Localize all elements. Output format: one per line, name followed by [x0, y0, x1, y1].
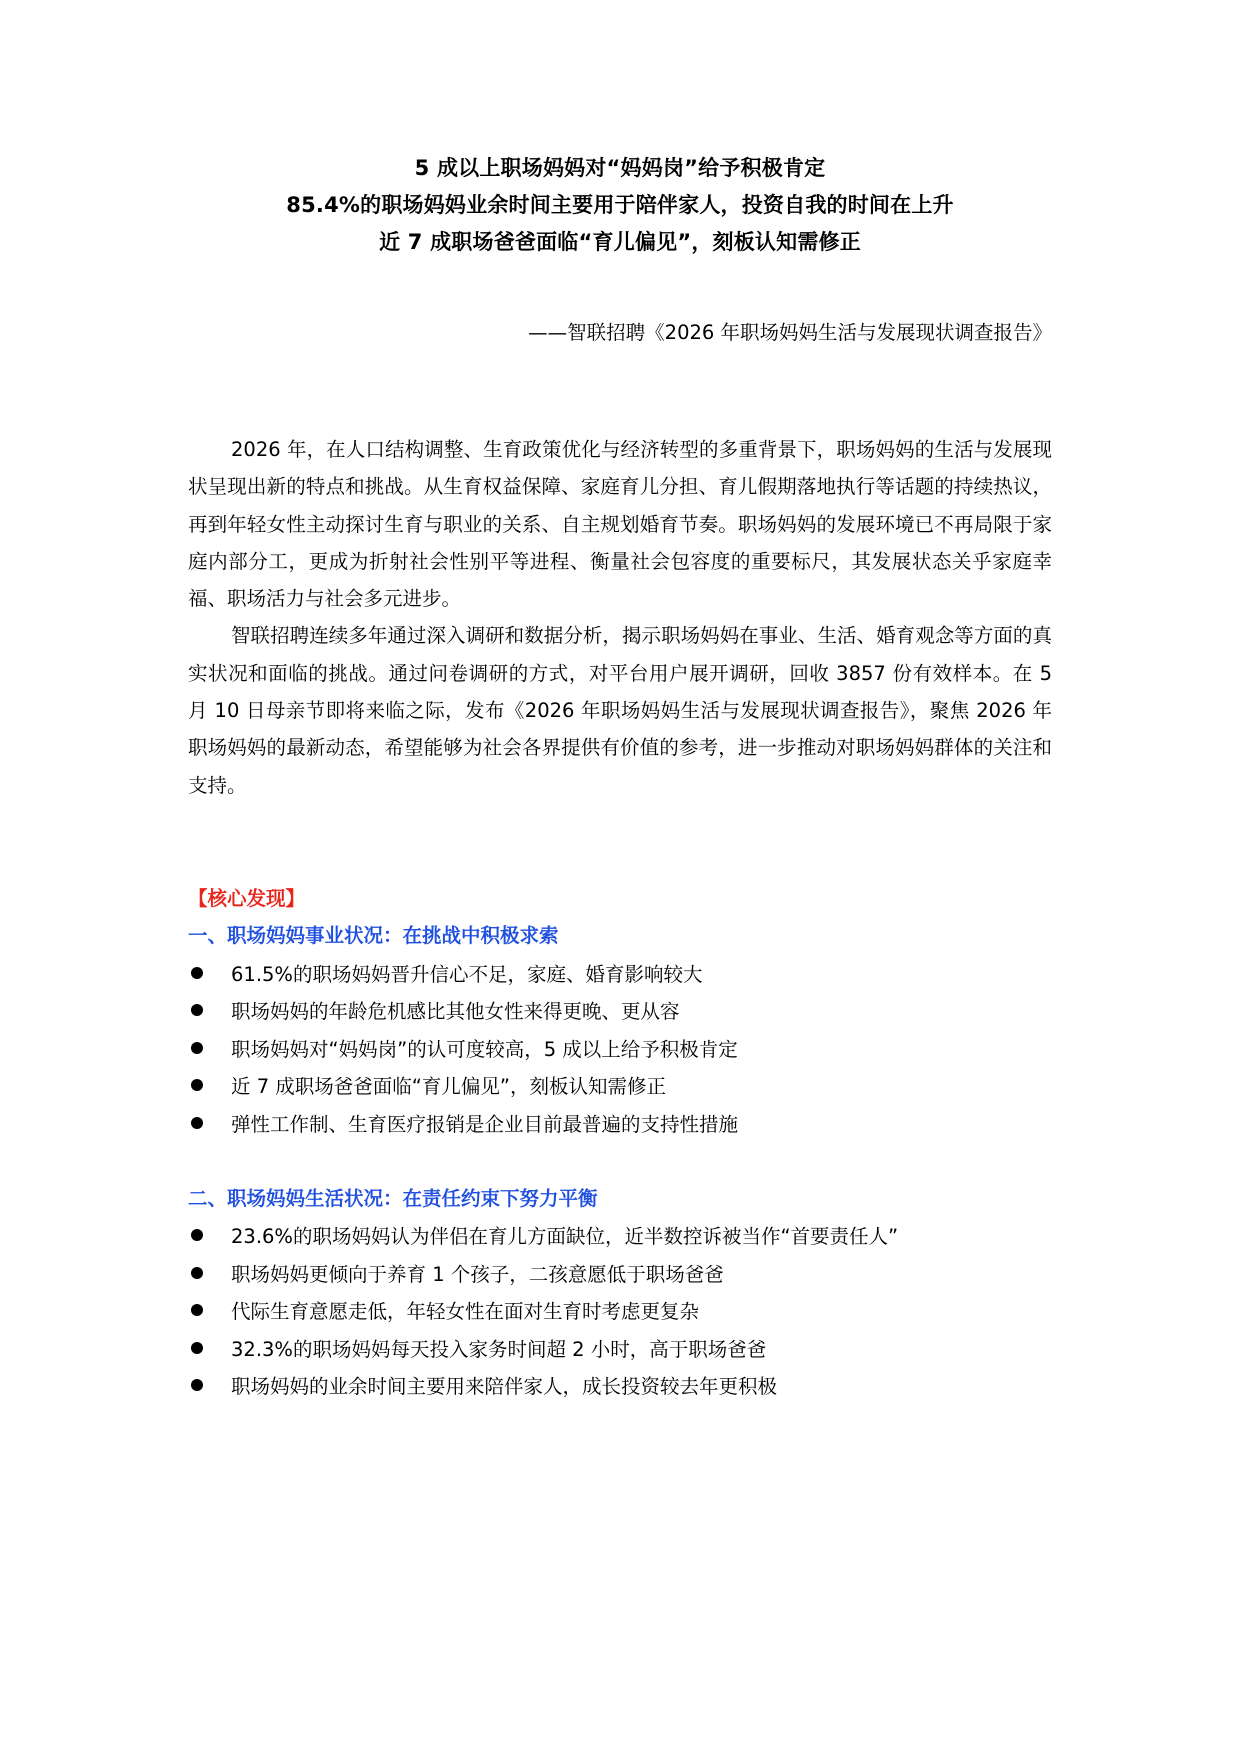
life-section-heading: 二、职场妈妈生活状况：在责任约束下努力平衡: [188, 1186, 598, 1210]
section-spacer: [188, 1142, 1052, 1180]
finding-text: 代际生育意愿走低，年轻女性在面对生育时考虑更复杂: [231, 1300, 700, 1324]
bullet-icon: [191, 1004, 203, 1016]
bullet-icon: [191, 1079, 203, 1091]
list-item: [188, 1292, 1052, 1330]
headline-line-2: 85.4%的职场妈妈业余时间主要用于陪伴家人，投资自我的时间在上升: [286, 193, 954, 217]
list-item: [188, 1367, 1052, 1405]
bullet-icon: [191, 1042, 203, 1054]
finding-text: 职场妈妈的业余时间主要用来陪伴家人，成长投资较去年更积极: [231, 1375, 778, 1399]
core-findings: [188, 880, 1052, 1404]
headline-block: [0, 150, 1240, 261]
intro-paragraph-2: 智联招聘连续多年通过深入调研和数据分析，揭示职场妈妈在事业、生活、婚育观念等方面的真实状况和面临的挑战。通过问卷调研的方式，对平台用户展开调研，回收 3857 份有效样本。在 5 月 10 日母亲节即将来临之际，发布《2026 年职场妈妈生活与发展现状调查报告》，聚焦 2026 年职场妈妈的最新动态，希望能够为社会各界提供有价值的参考，进一步推动对职场妈妈群体的关注和支持。: [188, 624, 1052, 797]
list-item: [188, 1067, 1052, 1105]
finding-text: 职场妈妈的年龄危机感比其他女性来得更晚、更从容: [231, 1000, 680, 1024]
headline-line-1: 5 成以上职场妈妈对“妈妈岗”给予积极肯定: [414, 156, 826, 180]
core-findings-heading: 【核心发现】: [188, 887, 306, 910]
intro-section: [188, 431, 1052, 804]
career-section-heading: 一、职场妈妈事业状况：在挑战中积极求索: [188, 924, 559, 947]
list-item: [188, 1254, 1052, 1292]
intro-paragraph-1: 2026 年，在人口结构调整、生育政策优化与经济转型的多重背景下，职场妈妈的生活与发展现状呈现出新的特点和挑战。从生育权益保障、家庭育儿分担、育儿假期落地执行等话题的持续热议，再到年轻女性主动探讨生育与职业的关系、自主规划婚育节奏。职场妈妈的发展环境已不再局限于家庭内部分工，更成为折射社会性别平等进程、衡量社会包容度的重要标尺，其发展状态关乎家庭幸福、职场活力与社会多元进步。: [188, 438, 1052, 611]
bullet-icon: [191, 1342, 203, 1354]
career-findings-list: [188, 954, 1052, 1142]
finding-text: 61.5%的职场妈妈晋升信心不足，家庭、婚育影响较大: [231, 962, 703, 986]
finding-text: 近 7 成职场爸爸面临“育儿偏见”，刻板认知需修正: [231, 1075, 667, 1099]
list-item: [188, 1104, 1052, 1142]
bullet-icon: [191, 1379, 203, 1391]
finding-text: 弹性工作制、生育医疗报销是企业目前最普遍的支持性措施: [231, 1112, 739, 1136]
list-item: [188, 1329, 1052, 1367]
bullet-icon: [191, 1229, 203, 1241]
report-source: ——智联招聘《2026 年职场妈妈生活与发展现状调查报告》: [528, 321, 1052, 344]
list-item: [188, 992, 1052, 1030]
bullet-icon: [191, 1117, 203, 1129]
bullet-icon: [191, 1267, 203, 1279]
bullet-icon: [191, 967, 203, 979]
list-item: [188, 1029, 1052, 1067]
life-findings-list: [188, 1217, 1052, 1405]
bullet-icon: [191, 1304, 203, 1316]
finding-text: 32.3%的职场妈妈每天投入家务时间超 2 小时，高于职场爸爸: [231, 1337, 767, 1361]
finding-text: 23.6%的职场妈妈认为伴侣在育儿方面缺位，近半数控诉被当作“首要责任人”: [231, 1225, 899, 1249]
list-item: [188, 954, 1052, 992]
headline-line-3: 近 7 成职场爸爸面临“育儿偏见”，刻板认知需修正: [379, 230, 861, 254]
finding-text: 职场妈妈更倾向于养育 1 个孩子，二孩意愿低于职场爸爸: [231, 1262, 724, 1286]
finding-text: 职场妈妈对“妈妈岗”的认可度较高，5 成以上给予积极肯定: [231, 1037, 738, 1061]
list-item: [188, 1217, 1052, 1255]
